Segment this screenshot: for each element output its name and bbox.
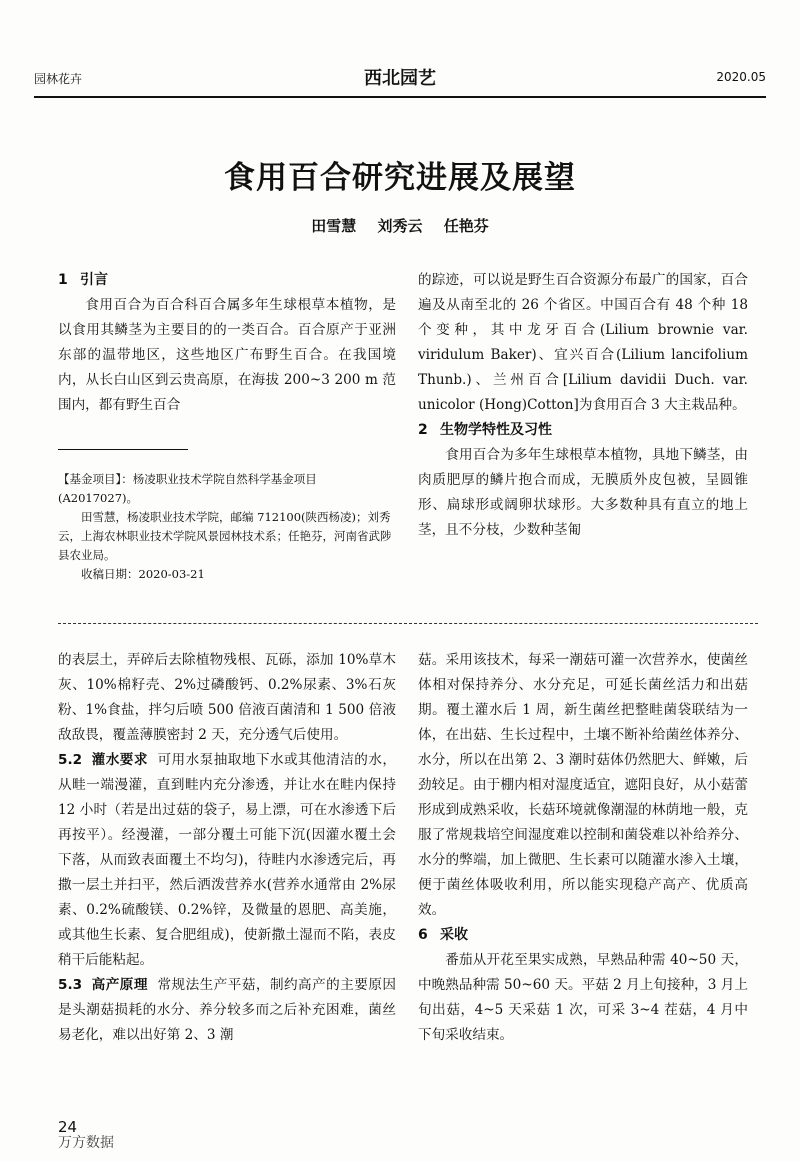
author-name: 任艳芬 — [443, 217, 489, 235]
page-number: 24 — [58, 1118, 78, 1136]
footnote-block — [58, 470, 396, 584]
journal-logo: 西北园艺 — [364, 68, 436, 89]
fund-note: 【基金项目】：杨凌职业技术学院自然科学基金项目(A2017027)。 — [58, 472, 317, 505]
section-heading-harvest — [418, 923, 748, 948]
subsection-title: 灌水要求 — [91, 752, 148, 768]
body-paragraph: 的表层土，弄碎后去除植物残根、瓦砾，添加 10%草木灰、10%棉籽壳、2%过磷酸钙、0.2%尿素、3%石灰粉、1%食盐，拌匀后喷 500 倍液百菌清和 1 500 倍液敌敌畏，覆盖薄膜密封 2 天，充分透气后使用。 — [58, 652, 396, 743]
body-paragraph: 的踪迹，可以说是野生百合资源分布最广的国家，百合遍及从南至北的 26 个省区。中国百合有 48 个种 18 个变种，其中龙牙百合(Lilium brownie var. viridulum Baker)、宜兴百合(Lilium lancifolium Thunb.)、兰州百合[Lilium davidii Duch. var. unicolor (Hong)Cotton]为食用百合 3 大主栽品种。 — [418, 272, 748, 413]
subsection-text: 常规法生产平菇，制约高产的主要原因是头潮菇损耗的水分、养分较多而之后补充困难，菌丝易老化，难以出好第 2、3 潮 — [58, 977, 396, 1043]
author-list — [0, 215, 800, 236]
upper-left-column — [58, 268, 396, 418]
subsection-number: 5.3 — [58, 977, 83, 993]
section-number: 6 — [418, 927, 428, 943]
subsection-text: 可用水泵抽取地下水或其他清洁的水，从畦一端漫灌，直到畦内充分渗透，并让水在畦内保持 12 小时（若是出过菇的袋子，易上漂，可在水渗透下后再按平）。经漫灌，一部分覆土可能下沉(因灌水覆土会下落，从而致表面覆土不均匀)，待畦内水渗透完后，再撒一层土并扫平，然后洒泼营养水(营养水通常由 2%尿素、0.2%硫酸镁、0.2%锌，及微量的恩肥、高美施，或其他生长素、复合肥组成)，使新撒土湿而不陷，表皮稍干后能粘起。 — [58, 752, 396, 968]
lower-left-column — [58, 648, 396, 1048]
section-divider — [58, 623, 758, 624]
section-heading-intro — [58, 268, 396, 293]
lower-right-column — [418, 648, 748, 1048]
author-name: 刘秀云 — [377, 217, 423, 235]
section-title: 生物学特性及习性 — [440, 422, 552, 438]
journal-section-label: 园林花卉 — [34, 72, 83, 86]
article-title: 食用百合研究进展及展望 — [224, 160, 576, 196]
footnote-rule — [58, 449, 188, 450]
section-number: 1 — [58, 272, 68, 288]
section-heading-biology — [418, 418, 748, 443]
author-name: 田雪慧 — [311, 217, 357, 235]
subsection-title: 高产原理 — [91, 977, 148, 993]
section-title: 采收 — [440, 927, 468, 943]
body-paragraph: 菇。采用该技术，每采一潮菇可灌一次营养水，使菌丝体相对保持养分、水分充足，可延长菌丝活力和出菇期。覆土灌水后 1 周，新生菌丝把整畦菌袋联结为一体，在出菇、生长过程中，土壤不断补给菌丝体养分、水分，所以在出第 2、3 潮时菇体仍然肥大、鲜嫩，后劲较足。由于棚内相对湿度适宜，遮阳良好，从小菇蕾形成到成熟采收，长菇环境就像潮湿的林荫地一般，克服了常规栽培空间湿度难以控制和菌袋难以补给养分、水分的弊端，加上微肥、生长素可以随灌水渗入土壤，便于菌丝体吸收利用，所以能实现稳产高产、优质高效。 — [418, 652, 748, 918]
upper-right-column — [418, 268, 748, 543]
subsection-5-3 — [58, 973, 396, 1048]
section-title: 引言 — [80, 272, 108, 288]
subsection-number: 5.2 — [58, 752, 83, 768]
received-date: 收稿日期：2020-03-21 — [81, 567, 205, 581]
issue-date: 2020.05 — [716, 70, 766, 84]
body-paragraph: 食用百合为多年生球根草本植物，具地下鳞茎，由肉质肥厚的鳞片抱合而成，无膜质外皮包被，呈圆锥形、扁球形或阔卵状球形。大多数种具有直立的地上茎，且不分枝，少数种茎匍 — [418, 447, 748, 538]
subsection-5-2 — [58, 748, 396, 973]
header-rule — [34, 96, 766, 98]
section-number: 2 — [418, 422, 428, 438]
body-paragraph: 食用百合为百合科百合属多年生球根草本植物，是以食用其鳞茎为主要目的的一类百合。百合原产于亚洲东部的温带地区，这些地区广布野生百合。在我国境内，从长白山区到云贵高原，在海拔 200~3 200 m 范围内，都有野生百合 — [58, 297, 396, 413]
watermark: 万方数据 — [58, 1135, 114, 1151]
body-paragraph: 番茄从开花至果实成熟，早熟品种需 40~50 天，中晚熟品种需 50~60 天。平菇 2 月上旬接种，3 月上旬出菇，4~5 天采菇 1 次，可采 3~4 茬菇，4 月中下旬采收结束。 — [418, 952, 748, 1043]
author-affiliations: 田雪慧，杨凌职业技术学院，邮编 712100(陕西杨凌)；刘秀云，上海农林职业技术学院风景园林技术系；任艳芬，河南省武陟县农业局。 — [58, 510, 392, 562]
